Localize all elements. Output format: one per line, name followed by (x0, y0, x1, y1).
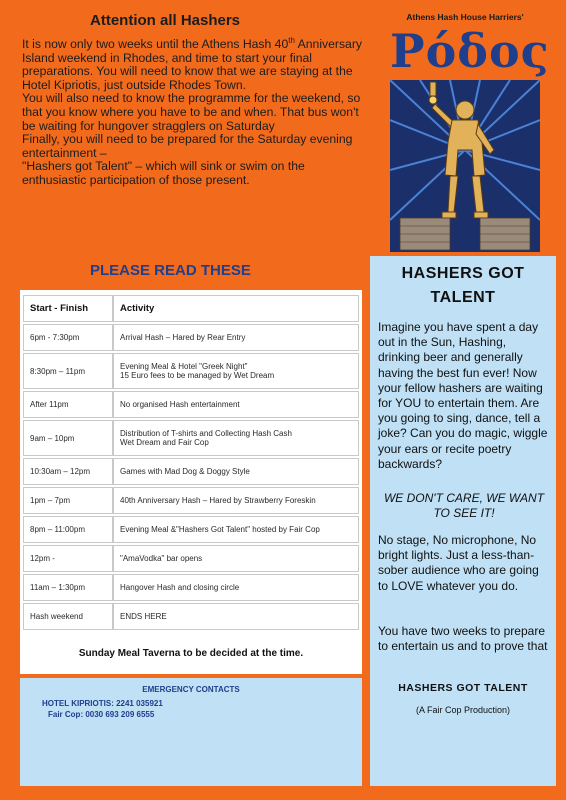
row-activity: ENDS HERE (113, 603, 359, 630)
emergency-title: EMERGENCY CONTACTS (142, 685, 240, 694)
page-heading: Attention all Hashers (90, 12, 241, 29)
talent-title: HASHERS GOT TALENT (401, 265, 525, 306)
intro-paragraph-1 (22, 35, 364, 92)
table-row (23, 545, 359, 572)
row-activity: "AmaVodka" bar opens (113, 545, 359, 572)
talent-footer: HASHERS GOT TALENT (398, 682, 528, 694)
schedule-table (20, 290, 362, 635)
please-read-heading: PLEASE READ THESE (90, 262, 251, 279)
table-row (23, 458, 359, 485)
table-row (23, 516, 359, 543)
talent-panel (370, 256, 556, 786)
talent-dont-care: WE DON'T CARE, WE WANT TO SEE IT! (383, 491, 545, 521)
emergency-contacts (20, 678, 362, 786)
column-header-time: Start - Finish (23, 295, 113, 322)
talent-paragraph-3: You have two weeks to prepare to entertain us and to prove that (378, 624, 548, 654)
row-activity-line-2: 15 Euro fees to be managed by Wet Dream (120, 371, 275, 380)
row-activity: Evening Meal &"Hashers Got Talent" hosted by Fair Cop (113, 516, 359, 543)
row-activity-line-1: Distribution of T-shirts and Collecting Hash Cash (120, 429, 292, 438)
hotel-phone: HOTEL KIPRIOTIS: 2241 035921 (42, 699, 163, 708)
talent-credit: (A Fair Cop Production) (415, 705, 511, 715)
table-row (23, 391, 359, 418)
table-row (23, 603, 359, 630)
table-row (23, 353, 359, 389)
table-header-row (23, 295, 359, 322)
intro-p1-b: Anniversary Island weekend in Rhodes, and time to start your final preparations. You will need to know that we are staying at the Hotel Kipriotis, just outside Rhodes Town. (22, 37, 362, 92)
row-activity (113, 420, 359, 456)
row-time: After 11pm (23, 391, 113, 418)
row-time: 1pm – 7pm (23, 487, 113, 514)
row-time: 11am – 1:30pm (23, 574, 113, 601)
row-activity-line-1: Evening Meal & Hotel "Greek Night" (120, 362, 248, 371)
row-activity: Hangover Hash and closing circle (113, 574, 359, 601)
row-time: 12pm - (23, 545, 113, 572)
intro-text (22, 35, 364, 188)
intro-paragraph-2: You will also need to know the programme for the weekend, so that you know where you have to be and when. That bus won't be waiting for hungover stragglers on Saturday (22, 91, 361, 133)
logo-caption: Athens Hash House Harriers' (406, 12, 524, 22)
intro-paragraph-4: "Hashers got Talent" – which will sink or swim on the enthusiastic participation of those present. (22, 159, 305, 187)
row-activity: No organised Hash entertainment (113, 391, 359, 418)
talent-paragraph-2: No stage, No microphone, No bright lights. Just a less-than-sober audience who are going to LOVE whatever you do. (378, 533, 539, 593)
row-activity: 40th Anniversary Hash – Hared by Strawberry Foreskin (113, 487, 359, 514)
intro-paragraph-3: Finally, you will need to be prepared for the Saturday evening entertainment – (22, 132, 353, 160)
sunday-meal-note: Sunday Meal Taverna to be decided at the time. (20, 634, 362, 674)
table-row (23, 487, 359, 514)
column-header-activity: Activity (113, 295, 359, 322)
table-row (23, 420, 359, 456)
row-time: 6pm - 7:30pm (23, 324, 113, 351)
colossus-statue-icon (390, 80, 540, 252)
table-row (23, 574, 359, 601)
row-activity (113, 353, 359, 389)
row-activity: Games with Mad Dog & Doggy Style (113, 458, 359, 485)
row-time: Hash weekend (23, 603, 113, 630)
row-time: 8pm – 11:00pm (23, 516, 113, 543)
row-activity: Arrival Hash – Hared by Rear Entry (113, 324, 359, 351)
talent-paragraph-1: Imagine you have spent a day out in the Sun, Hashing, drinking beer and generally having the best fun ever! Now your fellow hashers are waiting for YOU to entertain them. Are you going to sing, dance, tell a joke? Can you do magic, wiggle your ears or recite poetry backwards? (378, 320, 548, 471)
row-time: 8:30pm – 11pm (23, 353, 113, 389)
row-time: 10:30am – 12pm (23, 458, 113, 485)
logo (372, 12, 558, 252)
row-activity-line-2: Wet Dream and Fair Cop (120, 438, 209, 447)
faircop-phone: Fair Cop: 0030 693 209 6555 (48, 710, 155, 719)
intro-p1-a: It is now only two weeks until the Athens Hash 40 (22, 37, 289, 51)
logo-title: Ρόδος (390, 24, 550, 78)
intro-p1-sup: th (288, 35, 295, 45)
row-time: 9am – 10pm (23, 420, 113, 456)
table-row (23, 324, 359, 351)
